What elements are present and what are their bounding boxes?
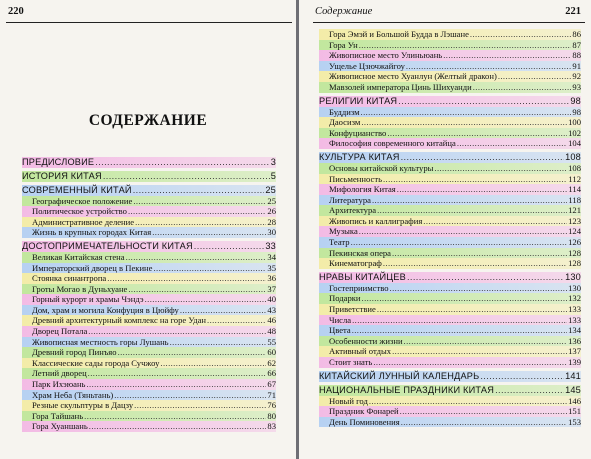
toc-entry-label: Горный курорт и храмы Чэндэ bbox=[32, 294, 144, 305]
toc-title: СОДЕРЖАНИЕ bbox=[88, 112, 208, 129]
toc-entry-page: 33 bbox=[265, 241, 276, 252]
left-header-rule bbox=[6, 22, 292, 23]
right-page-number: 221 bbox=[565, 6, 581, 17]
toc-dot-leader bbox=[361, 117, 567, 128]
toc-dot-leader bbox=[160, 358, 266, 369]
toc-dot-leader bbox=[387, 128, 567, 139]
toc-section-entry bbox=[319, 385, 581, 396]
toc-section-entry bbox=[319, 272, 581, 283]
toc-entry bbox=[22, 263, 276, 274]
toc-dot-leader bbox=[84, 411, 266, 422]
toc-entry-label: Основы китайской культуры bbox=[329, 162, 434, 173]
toc-entry-label: Парк Ихэюань bbox=[32, 379, 86, 390]
toc-entry-label: Административное деление bbox=[32, 216, 135, 227]
toc-entry bbox=[319, 304, 581, 315]
toc-entry-label: Географическое положение bbox=[32, 195, 133, 206]
toc-dot-leader bbox=[369, 396, 567, 407]
toc-entry bbox=[22, 196, 276, 207]
toc-section-entry bbox=[319, 371, 581, 382]
toc-entry bbox=[22, 284, 276, 295]
toc-entry-label: Приветствие bbox=[329, 304, 376, 315]
toc-entry-label: Стоит знать bbox=[329, 356, 373, 367]
toc-entry-label: РЕЛИГИИ КИТАЯ bbox=[319, 95, 398, 106]
toc-entry-page: 76 bbox=[267, 400, 276, 411]
toc-section-entry bbox=[22, 157, 276, 168]
toc-entry-page: 92 bbox=[572, 71, 581, 82]
toc-entry bbox=[319, 50, 581, 61]
toc-entry-label: Философия современного китайца bbox=[329, 138, 456, 149]
toc-dot-leader bbox=[153, 263, 266, 274]
toc-entry-page: 26 bbox=[267, 206, 276, 217]
toc-entry bbox=[319, 336, 581, 347]
toc-entry-page: 133 bbox=[568, 314, 581, 325]
toc-entry-label: Новый год bbox=[329, 395, 368, 406]
toc-entry-page: 37 bbox=[267, 283, 276, 294]
toc-dot-leader bbox=[404, 336, 568, 347]
toc-entry-page: 151 bbox=[568, 406, 581, 417]
toc-entry bbox=[319, 195, 581, 206]
toc-dot-leader bbox=[107, 273, 266, 284]
toc-entry-page: 145 bbox=[565, 384, 581, 395]
toc-entry-page: 118 bbox=[568, 194, 581, 205]
toc-entry-label: СОВРЕМЕННЫЙ КИТАЙ bbox=[22, 184, 132, 195]
toc-entry-label: Письменность bbox=[329, 173, 382, 184]
toc-entry-page: 40 bbox=[267, 294, 276, 305]
toc-entry bbox=[319, 315, 581, 326]
toc-entry-label: КУЛЬТУРА КИТАЯ bbox=[319, 152, 400, 163]
toc-dot-leader bbox=[392, 346, 567, 357]
toc-entry-label: Музыка bbox=[329, 226, 358, 237]
toc-entry-page: 93 bbox=[572, 81, 581, 92]
toc-entry-label: Древний архитектурный комплекс на горе Удан bbox=[32, 315, 207, 326]
toc-entry bbox=[319, 163, 581, 174]
toc-entry-label: Великая Китайская стена bbox=[32, 251, 125, 262]
toc-entry-page: 83 bbox=[267, 421, 276, 432]
toc-entry-page: 141 bbox=[565, 370, 581, 381]
toc-entry bbox=[319, 258, 581, 269]
toc-entry bbox=[319, 107, 581, 118]
toc-dot-leader bbox=[390, 283, 568, 294]
toc-entry bbox=[22, 421, 276, 432]
toc-entry-label: Гроты Могао в Дуньхуане bbox=[32, 283, 128, 294]
toc-entry bbox=[22, 227, 276, 238]
toc-entry-page: 134 bbox=[568, 325, 581, 336]
toc-entry-page: 98 bbox=[572, 106, 581, 117]
toc-entry bbox=[319, 82, 581, 93]
toc-dot-leader bbox=[194, 241, 265, 252]
toc-entry-label: Резные скульптуры в Дацзу bbox=[32, 400, 134, 411]
toc-dot-leader bbox=[443, 50, 571, 61]
toc-entry-label: Пекинская опера bbox=[329, 247, 391, 258]
toc-entry-page: 3 bbox=[270, 157, 276, 167]
toc-entry-label: Буддизм bbox=[329, 106, 360, 117]
toc-section-entry bbox=[319, 152, 581, 163]
toc-dot-leader bbox=[180, 305, 267, 316]
toc-dot-leader bbox=[383, 174, 567, 185]
toc-entry-page: 60 bbox=[267, 347, 276, 358]
toc-entry-label: Конфуцианство bbox=[329, 127, 387, 138]
toc-entry-page: 132 bbox=[568, 293, 581, 304]
toc-dot-leader bbox=[89, 421, 267, 432]
toc-dot-leader bbox=[95, 157, 269, 168]
toc-entry-page: 35 bbox=[267, 262, 276, 273]
toc-entry bbox=[319, 417, 581, 428]
toc-dot-leader bbox=[473, 82, 572, 93]
toc-entry-label: Числа bbox=[329, 314, 352, 325]
toc-entry-label: ИСТОРИЯ КИТАЯ bbox=[22, 170, 102, 181]
toc-entry-label: Храм Неба (Тяньтань) bbox=[32, 389, 114, 400]
toc-dot-leader bbox=[372, 195, 567, 206]
toc-dot-leader bbox=[362, 293, 568, 304]
toc-entry-page: 30 bbox=[267, 227, 276, 238]
toc-entry-label: Летний дворец bbox=[32, 368, 87, 379]
toc-entry bbox=[22, 358, 276, 369]
toc-dot-leader bbox=[352, 325, 567, 336]
toc-entry-page: 98 bbox=[570, 95, 581, 106]
toc-dot-leader bbox=[145, 294, 267, 305]
toc-entry-label: Гора Хуаншань bbox=[32, 421, 88, 432]
toc-dot-leader bbox=[498, 71, 572, 82]
toc-dot-leader bbox=[480, 371, 564, 382]
toc-entry-label: Живопись и каллиграфия bbox=[329, 215, 423, 226]
toc-entry-page: 139 bbox=[568, 356, 581, 367]
toc-dot-leader bbox=[457, 138, 567, 149]
toc-entry-label: Архитектура bbox=[329, 205, 377, 216]
toc-entry-page: 66 bbox=[267, 368, 276, 379]
toc-dot-leader bbox=[352, 315, 567, 326]
toc-dot-leader bbox=[103, 171, 270, 182]
toc-entry bbox=[22, 294, 276, 305]
toc-entry bbox=[319, 283, 581, 294]
toc-entry-label: Гора Ун bbox=[329, 39, 358, 50]
toc-entry-page: 25 bbox=[267, 195, 276, 206]
toc-entry-page: 136 bbox=[568, 335, 581, 346]
toc-section-entry bbox=[319, 96, 581, 107]
toc-entry bbox=[319, 205, 581, 216]
toc-dot-leader bbox=[135, 217, 266, 228]
toc-entry-page: 80 bbox=[267, 410, 276, 421]
toc-entry-label: Классические сады города Сучжоу bbox=[32, 357, 160, 368]
toc-entry-page: 91 bbox=[572, 60, 581, 71]
toc-dot-leader bbox=[88, 326, 266, 337]
toc-entry-label: Гостеприимство bbox=[329, 282, 389, 293]
toc-entry-label: Дом, храм и могила Конфуция в Цюйфу bbox=[32, 304, 179, 315]
toc-entry-page: 55 bbox=[267, 336, 276, 347]
toc-entry-label: Особенности жизни bbox=[329, 335, 403, 346]
toc-dot-leader bbox=[383, 258, 567, 269]
toc-entry bbox=[22, 326, 276, 337]
toc-dot-leader bbox=[377, 205, 567, 216]
toc-entry-page: 137 bbox=[568, 346, 581, 357]
toc-entry-label: Дворец Потала bbox=[32, 326, 88, 337]
toc-entry bbox=[319, 117, 581, 128]
toc-entry bbox=[22, 411, 276, 422]
toc-entry-label: Стоянка синантропа bbox=[32, 273, 107, 284]
toc-entry bbox=[22, 252, 276, 263]
toc-entry bbox=[319, 184, 581, 195]
toc-entry-page: 46 bbox=[267, 315, 276, 326]
toc-list-right bbox=[319, 29, 581, 427]
toc-entry bbox=[22, 368, 276, 379]
toc-entry-page: 71 bbox=[267, 389, 276, 400]
toc-entry-label: Мифология Китая bbox=[329, 184, 396, 195]
toc-entry bbox=[22, 315, 276, 326]
toc-dot-leader bbox=[114, 390, 266, 401]
toc-entry-page: 124 bbox=[568, 226, 581, 237]
toc-entry-label: Древний город Пинъяо bbox=[32, 347, 117, 358]
toc-entry-page: 114 bbox=[568, 184, 581, 195]
toc-entry-page: 108 bbox=[565, 152, 581, 163]
toc-dot-leader bbox=[398, 96, 569, 107]
toc-entry bbox=[319, 216, 581, 227]
toc-entry-page: 102 bbox=[568, 127, 581, 138]
toc-entry-page: 130 bbox=[568, 282, 581, 293]
toc-dot-leader bbox=[401, 152, 564, 163]
toc-entry-page: 146 bbox=[568, 395, 581, 406]
toc-entry bbox=[319, 237, 581, 248]
toc-dot-leader bbox=[88, 368, 267, 379]
toc-entry-page: 108 bbox=[568, 162, 581, 173]
toc-section-entry bbox=[22, 241, 276, 252]
toc-entry-label: Кинематограф bbox=[329, 258, 382, 269]
toc-dot-leader bbox=[152, 227, 266, 238]
toc-entry-page: 28 bbox=[267, 216, 276, 227]
toc-entry-page: 121 bbox=[568, 205, 581, 216]
toc-entry bbox=[22, 337, 276, 348]
toc-dot-leader bbox=[128, 284, 266, 295]
toc-entry-label: Живописное место Улиньюань bbox=[329, 50, 443, 61]
toc-entry-page: 87 bbox=[572, 39, 581, 50]
toc-dot-leader bbox=[207, 315, 266, 326]
toc-entry bbox=[22, 217, 276, 228]
toc-entry-label: Гора Тайшань bbox=[32, 410, 84, 421]
toc-entry-label: Цвета bbox=[329, 325, 351, 336]
toc-entry-label: Гора Эмэй и Большой Будда в Лэшане bbox=[329, 29, 469, 39]
toc-entry-label: День Поминовения bbox=[329, 416, 400, 427]
toc-entry-label: Подарки bbox=[329, 293, 361, 304]
toc-dot-leader bbox=[423, 216, 567, 227]
toc-section-entry bbox=[22, 171, 276, 182]
toc-dot-leader bbox=[133, 185, 265, 196]
toc-entry-page: 88 bbox=[572, 50, 581, 61]
toc-dot-leader bbox=[373, 357, 567, 368]
toc-entry-label: Ущелье Цзючжайгоу bbox=[329, 60, 405, 71]
toc-entry bbox=[319, 138, 581, 149]
toc-dot-leader bbox=[407, 272, 564, 283]
toc-entry-page: 67 bbox=[267, 379, 276, 390]
toc-dot-leader bbox=[86, 379, 266, 390]
toc-dot-leader bbox=[361, 107, 572, 118]
toc-dot-leader bbox=[400, 406, 567, 417]
toc-entry-label: ДОСТОПРИМЕЧАТЕЛЬНОСТИ КИТАЯ bbox=[22, 241, 193, 252]
toc-entry bbox=[319, 174, 581, 185]
toc-dot-leader bbox=[359, 40, 572, 51]
toc-entry bbox=[319, 293, 581, 304]
toc-entry-label: Праздник Фонарей bbox=[329, 406, 399, 417]
toc-list-left bbox=[22, 157, 276, 432]
toc-entry-label: НРАВЫ КИТАЙЦЕВ bbox=[319, 272, 406, 283]
toc-dot-leader bbox=[406, 61, 572, 72]
toc-entry-page: 5 bbox=[270, 170, 276, 181]
toc-entry-page: 36 bbox=[267, 273, 276, 284]
toc-dot-leader bbox=[134, 400, 266, 411]
toc-entry bbox=[319, 325, 581, 336]
toc-dot-leader bbox=[118, 347, 267, 358]
toc-entry bbox=[319, 29, 581, 40]
toc-dot-leader bbox=[401, 417, 567, 428]
toc-entry-page: 128 bbox=[568, 247, 581, 258]
toc-entry-page: 48 bbox=[267, 326, 276, 337]
toc-entry-page: 34 bbox=[267, 251, 276, 262]
toc-entry bbox=[22, 206, 276, 217]
toc-dot-leader bbox=[434, 163, 567, 174]
toc-entry-page: 43 bbox=[267, 304, 276, 315]
toc-entry-page: 25 bbox=[265, 184, 276, 195]
toc-dot-leader bbox=[359, 226, 567, 237]
toc-dot-leader bbox=[351, 237, 568, 248]
toc-entry bbox=[319, 226, 581, 237]
toc-dot-leader bbox=[377, 304, 567, 315]
toc-entry-page: 112 bbox=[568, 173, 581, 184]
toc-dot-leader bbox=[495, 385, 564, 396]
toc-dot-leader bbox=[170, 337, 267, 348]
toc-entry-page: 62 bbox=[267, 357, 276, 368]
toc-entry bbox=[22, 390, 276, 401]
toc-dot-leader bbox=[397, 184, 568, 195]
running-head: Содержание bbox=[315, 6, 373, 17]
toc-entry bbox=[319, 406, 581, 417]
toc-entry-label: Театр bbox=[329, 237, 350, 248]
toc-entry-page: 133 bbox=[568, 304, 581, 315]
toc-entry-label: КИТАЙСКИЙ ЛУННЫЙ КАЛЕНДАРЬ bbox=[319, 370, 480, 381]
toc-entry bbox=[22, 347, 276, 358]
toc-entry bbox=[22, 273, 276, 284]
toc-dot-leader bbox=[126, 252, 267, 263]
toc-entry-page: 130 bbox=[565, 272, 581, 283]
toc-entry bbox=[319, 346, 581, 357]
toc-entry-label: Политическое устройство bbox=[32, 206, 127, 217]
toc-entry-label: Жизнь в крупных городах Китая bbox=[32, 227, 152, 238]
toc-entry bbox=[22, 305, 276, 316]
toc-entry bbox=[319, 40, 581, 51]
toc-entry-label: Живописное место Хуанлун (Желтый дракон) bbox=[329, 71, 497, 82]
toc-entry bbox=[319, 357, 581, 368]
toc-entry-page: 153 bbox=[568, 416, 581, 427]
toc-entry bbox=[22, 400, 276, 411]
toc-entry-label: Даосизм bbox=[329, 117, 361, 128]
left-page-number: 220 bbox=[8, 6, 24, 17]
toc-dot-leader bbox=[392, 248, 567, 259]
toc-entry-label: Мавзолей императора Цинь Шихуанди bbox=[329, 81, 472, 92]
toc-entry-label: Живописная местность горы Лушань bbox=[32, 336, 169, 347]
toc-dot-leader bbox=[133, 196, 266, 207]
toc-entry bbox=[319, 396, 581, 407]
toc-entry-label: ПРЕДИСЛОВИЕ bbox=[22, 157, 95, 167]
toc-entry-page: 104 bbox=[568, 138, 581, 149]
toc-entry bbox=[319, 128, 581, 139]
toc-entry bbox=[319, 248, 581, 259]
toc-entry-page: 128 bbox=[568, 258, 581, 269]
toc-dot-leader bbox=[128, 206, 266, 217]
toc-entry-label: Литература bbox=[329, 194, 371, 205]
toc-dot-leader bbox=[470, 29, 571, 40]
toc-entry-page: 100 bbox=[568, 117, 581, 128]
toc-entry-label: НАЦИОНАЛЬНЫЕ ПРАЗДНИКИ КИТАЯ bbox=[319, 384, 495, 395]
right-header-rule bbox=[313, 22, 585, 23]
toc-entry-page: 126 bbox=[568, 237, 581, 248]
toc-section-entry bbox=[22, 185, 276, 196]
toc-entry-page: 123 bbox=[568, 215, 581, 226]
toc-entry-label: Императорский дворец в Пекине bbox=[32, 262, 153, 273]
toc-entry bbox=[319, 61, 581, 72]
toc-entry-label: Активный отдых bbox=[329, 346, 392, 357]
right-page bbox=[299, 0, 591, 459]
toc-entry-page: 86 bbox=[572, 29, 581, 39]
toc-entry bbox=[22, 379, 276, 390]
toc-entry bbox=[319, 71, 581, 82]
